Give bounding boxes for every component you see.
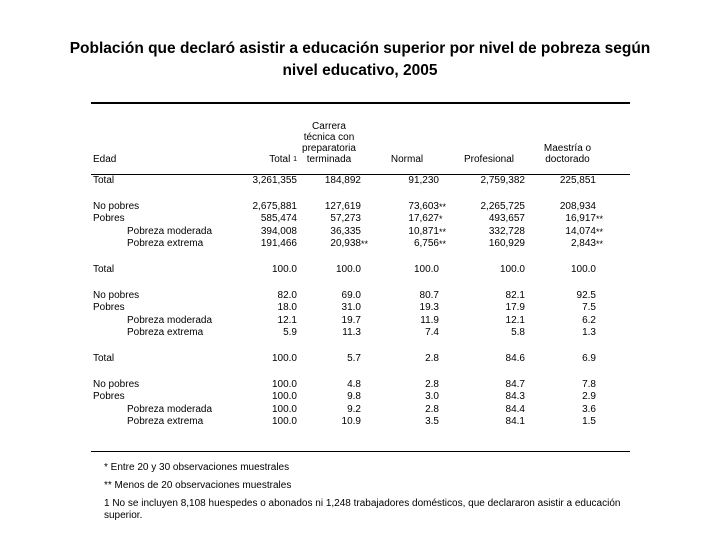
cell-carrera-mark (361, 226, 375, 239)
cell-normal-mark: ** (439, 239, 447, 250)
cell-profesional: 84.7 (505, 378, 525, 390)
cell-maestria: 14,074 (565, 225, 596, 237)
cell-carrera: 20,938 (330, 238, 361, 250)
table-row (91, 226, 630, 239)
row-label: Pobreza moderada (127, 403, 213, 415)
table-row (91, 213, 630, 226)
cell-total: 3,261,355 (252, 175, 297, 186)
cell-carrera: 100.0 (335, 263, 361, 275)
cell-carrera-mark (361, 404, 375, 417)
cell-maestria-mark (596, 201, 630, 214)
cell-total: 100.0 (271, 391, 297, 403)
cell-profesional: 84.6 (505, 352, 525, 364)
col-profesional: Profesional (463, 154, 515, 165)
cell-normal: 73,603 (408, 200, 439, 212)
cell-carrera: 10.9 (341, 416, 361, 428)
col-carrera: Carrera técnica con preparatoria terminada (302, 121, 356, 165)
cell-maestria: 92.5 (576, 289, 596, 301)
top-rule (91, 102, 630, 104)
cell-profesional: 100.0 (499, 263, 525, 275)
row-label: No pobres (93, 378, 140, 390)
statistics-table (91, 111, 630, 429)
cell-maestria: 3.6 (582, 403, 596, 415)
cell-profesional: 84.4 (505, 403, 525, 415)
cell-normal: 80.7 (419, 289, 439, 301)
cell-total: 100.0 (271, 263, 297, 275)
cell-total: 18.0 (277, 302, 297, 314)
cell-total: 394,008 (260, 225, 297, 237)
cell-maestria: 6.9 (582, 352, 596, 364)
cell-carrera: 184,892 (324, 175, 361, 186)
cell-profesional: 5.8 (511, 327, 525, 339)
cell-normal-mark (439, 404, 453, 417)
cell-maestria-mark (596, 404, 630, 417)
cell-profesional: 82.1 (505, 289, 525, 301)
table-row (91, 379, 630, 392)
cell-normal: 2.8 (425, 352, 439, 364)
cell-normal-mark: ** (439, 226, 447, 237)
cell-maestria-mark (596, 327, 630, 340)
table-row (91, 391, 630, 404)
cell-carrera-mark (361, 391, 375, 404)
table-row (91, 416, 630, 429)
cell-carrera: 36,335 (330, 225, 361, 237)
cell-profesional: 493,657 (488, 213, 525, 225)
cell-maestria-mark (596, 302, 630, 315)
cell-profesional: 17.9 (505, 302, 525, 314)
cell-maestria: 1.5 (582, 416, 596, 428)
cell-carrera: 4.8 (347, 378, 361, 390)
cell-carrera: 9.8 (347, 391, 361, 403)
cell-profesional: 2,265,725 (480, 200, 525, 212)
cell-total: 100.0 (271, 416, 297, 428)
cell-carrera: 127,619 (324, 200, 361, 212)
cell-total: 100.0 (271, 403, 297, 415)
cell-profesional: 84.3 (505, 391, 525, 403)
cell-maestria-mark (596, 315, 630, 328)
cell-maestria: 7.8 (582, 378, 596, 390)
cell-maestria-mark (596, 175, 630, 188)
cell-maestria-mark: ** (596, 239, 604, 250)
cell-normal: 2.8 (425, 378, 439, 390)
cell-normal-mark (439, 264, 453, 277)
table-row (91, 238, 630, 251)
cell-normal-mark (439, 391, 453, 404)
footnote: 1 No se incluyen 8,108 huespedes o abonados ni 1,248 trabajadores domésticos, que declararon asistir a educación superior. (104, 498, 621, 521)
cell-maestria-mark: ** (596, 226, 604, 237)
cell-total: 82.0 (277, 289, 297, 301)
cell-carrera: 11.3 (342, 327, 361, 339)
footnotes (104, 462, 624, 528)
cell-total: 100.0 (271, 378, 297, 390)
row-label: Pobreza moderada (127, 225, 213, 237)
bottom-rule (91, 451, 630, 452)
row-label: Total (93, 175, 115, 186)
cell-maestria: 1.3 (582, 327, 596, 339)
cell-total: 5.9 (283, 327, 297, 339)
page-title: Población que declaró asistir a educación superior por nivel de pobreza según nivel educativo, 2005 (69, 40, 651, 79)
cell-normal-mark (439, 290, 453, 303)
col-edad: Edad (93, 154, 117, 165)
cell-total: 12.1 (277, 314, 297, 326)
cell-normal-mark (439, 302, 453, 315)
cell-carrera: 19.7 (341, 314, 361, 326)
row-label: No pobres (93, 289, 140, 301)
cell-maestria-mark (596, 391, 630, 404)
cell-profesional: 160,929 (488, 238, 525, 250)
table-header (91, 111, 630, 165)
cell-maestria: 7.5 (582, 302, 596, 314)
table-row (91, 264, 630, 277)
cell-profesional: 2,759,382 (480, 175, 525, 186)
cell-carrera: 31.0 (341, 302, 361, 314)
cell-maestria: 2,843 (570, 238, 596, 250)
row-label: Total (93, 352, 115, 364)
row-label: Pobres (93, 213, 125, 225)
cell-carrera-mark (361, 416, 375, 429)
cell-normal: 7.4 (425, 327, 439, 339)
cell-maestria: 6.2 (582, 314, 596, 326)
col-total-footnote: 1 (293, 156, 297, 163)
footnote: ** Menos de 20 observaciones muestrales (104, 480, 292, 491)
cell-normal-mark: * (439, 214, 443, 225)
cell-normal-mark (439, 416, 453, 429)
cell-maestria-mark (596, 379, 630, 392)
cell-total: 100.0 (271, 352, 297, 364)
cell-carrera: 69.0 (341, 289, 361, 301)
table-row (91, 327, 630, 340)
cell-normal-mark (439, 353, 453, 366)
table-row (91, 290, 630, 303)
row-label: Pobreza extrema (127, 327, 204, 339)
cell-normal-mark (439, 175, 453, 188)
row-label: No pobres (93, 200, 140, 212)
cell-carrera-mark (361, 315, 375, 328)
cell-normal-mark (439, 379, 453, 392)
cell-maestria: 16,917 (565, 213, 596, 225)
cell-normal: 91,230 (408, 175, 439, 186)
cell-maestria: 225,851 (559, 175, 596, 186)
cell-normal: 100.0 (413, 263, 439, 275)
cell-carrera-mark (361, 302, 375, 315)
cell-carrera-mark: ** (361, 239, 369, 250)
cell-normal: 19.3 (419, 302, 439, 314)
cell-maestria-mark: ** (596, 214, 604, 225)
cell-maestria-mark (596, 353, 630, 366)
row-label: Pobreza moderada (127, 314, 213, 326)
row-label: Pobreza extrema (127, 238, 204, 250)
cell-normal: 2.8 (425, 403, 439, 415)
cell-normal: 3.5 (425, 416, 439, 428)
table-row (91, 353, 630, 366)
cell-profesional: 332,728 (488, 225, 525, 237)
cell-carrera-mark (361, 213, 375, 226)
cell-carrera-mark (361, 290, 375, 303)
cell-maestria: 2.9 (582, 391, 596, 403)
cell-maestria: 100.0 (570, 263, 596, 275)
table-row (91, 201, 630, 214)
cell-profesional: 84.1 (505, 416, 525, 428)
cell-carrera: 9.2 (347, 403, 361, 415)
cell-normal: 17,627 (408, 213, 439, 225)
cell-carrera-mark (361, 379, 375, 392)
row-label: Pobres (93, 302, 125, 314)
table-row (91, 175, 630, 188)
cell-normal: 10,871 (408, 225, 439, 237)
row-label: Pobres (93, 391, 125, 403)
cell-carrera-mark (361, 327, 375, 340)
table-row (91, 315, 630, 328)
cell-carrera-mark (361, 175, 375, 188)
cell-total: 191,466 (260, 238, 297, 250)
cell-carrera-mark (361, 201, 375, 214)
cell-maestria-mark (596, 290, 630, 303)
cell-maestria: 208,934 (559, 200, 596, 212)
cell-normal: 6,756 (413, 238, 439, 250)
cell-total: 585,474 (260, 213, 297, 225)
cell-profesional: 12.1 (505, 314, 525, 326)
cell-maestria-mark (596, 264, 630, 277)
cell-total: 2,675,881 (252, 200, 297, 212)
cell-normal-mark: ** (439, 201, 447, 212)
table-row (91, 302, 630, 315)
cell-carrera-mark (361, 264, 375, 277)
cell-normal-mark (439, 315, 453, 328)
cell-maestria-mark (596, 416, 630, 429)
row-label: Pobreza extrema (127, 416, 204, 428)
col-normal: Normal (390, 154, 424, 165)
col-maestria: Maestría o doctorado (543, 143, 592, 165)
cell-normal-mark (439, 327, 453, 340)
cell-normal: 11.9 (420, 314, 439, 326)
cell-carrera-mark (361, 353, 375, 366)
footnote: * Entre 20 y 30 observaciones muestrales (104, 462, 290, 473)
cell-normal: 3.0 (425, 391, 439, 403)
table-row (91, 404, 630, 417)
col-total-label: Total (269, 154, 291, 165)
cell-carrera: 5.7 (347, 352, 361, 364)
col-total (217, 111, 297, 165)
row-label: Total (93, 263, 115, 275)
cell-carrera: 57,273 (330, 213, 361, 225)
